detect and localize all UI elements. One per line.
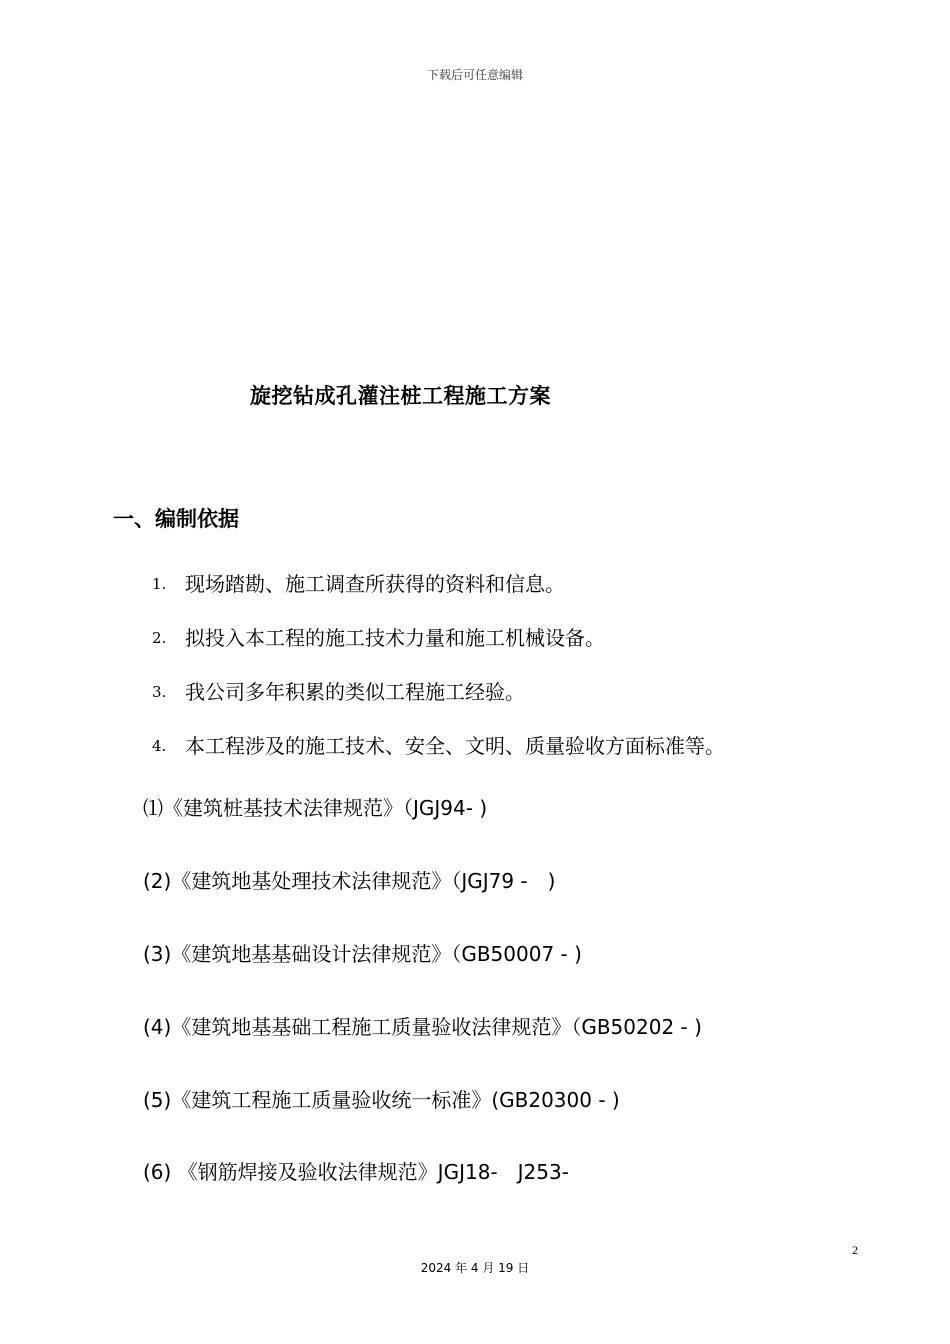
page-footer-date: 2024 年 4 月 19 日	[420, 1261, 530, 1275]
standard-reference: (5)《建筑工程施工质量验收统一标准》(GB20300 - )	[143, 1088, 620, 1112]
list-item	[152, 730, 725, 759]
list-item	[152, 622, 605, 651]
standard-reference: (4)《建筑地基基础工程施工质量验收法律规范》（GB50202 - )	[143, 1015, 702, 1039]
document-title: 旋挖钻成孔灌注桩工程施工方案	[250, 384, 551, 408]
list-item-text: 本工程涉及的施工技术、安全、文明、质量验收方面标准等。	[185, 734, 725, 758]
list-item-number: 2.	[152, 629, 167, 647]
list-item-text: 我公司多年积累的类似工程施工经验。	[185, 680, 525, 704]
list-item-text: 拟投入本工程的施工技术力量和施工机械设备。	[185, 626, 605, 650]
list-item-number: 3.	[152, 683, 167, 701]
list-item-number: 4.	[152, 737, 167, 755]
section-heading: 一、编制依据	[113, 507, 239, 531]
list-item	[152, 568, 565, 597]
list-item	[152, 676, 525, 705]
standard-reference: ⑴《建筑桩基技术法律规范》（JGJ94- )	[143, 796, 488, 820]
page-header: 下载后可任意编辑	[426, 68, 523, 82]
page-number: 2	[852, 1243, 858, 1257]
standard-reference: (2)《建筑地基处理技术法律规范》（JGJ79 - )	[143, 869, 556, 893]
standard-reference: (6) 《钢筋焊接及验收法律规范》JGJ18- J253-	[143, 1160, 569, 1184]
list-item-text: 现场踏勘、施工调查所获得的资料和信息。	[185, 572, 565, 596]
list-item-number: 1.	[152, 575, 167, 593]
standard-reference: (3)《建筑地基基础设计法律规范》（GB50007 - )	[143, 942, 582, 966]
